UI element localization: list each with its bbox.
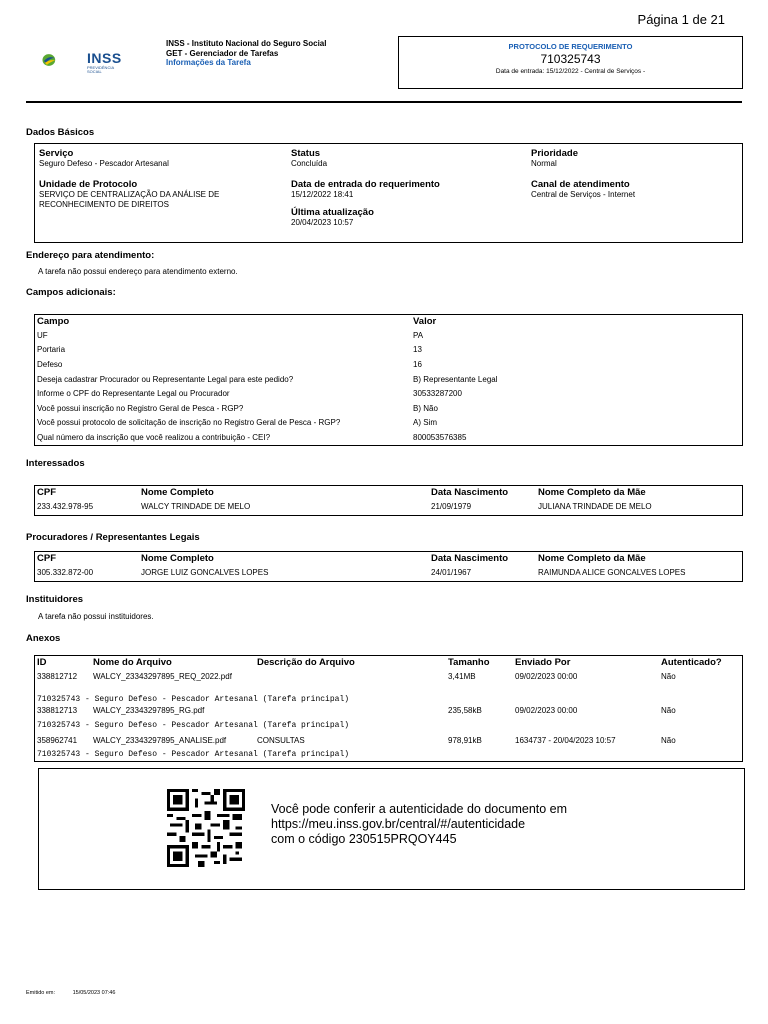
col-mae: Nome Completo da Mãe	[538, 553, 646, 564]
table-header-row	[35, 552, 742, 565]
file-link[interactable]: WALCY_23343297895_REQ_2022.pdf	[93, 671, 232, 681]
protocol-entry: Data de entrada: 15/12/2022 - Central de Serviços -	[495, 68, 646, 75]
canal-label: Canal de atendimento	[531, 179, 630, 190]
endereco-text: A tarefa não possui endereço para atendimento externo.	[38, 267, 238, 276]
valor-cell: A) Sim	[413, 418, 437, 428]
table-row	[35, 430, 742, 445]
servico-field	[39, 148, 279, 169]
col-valor: Valor	[413, 316, 437, 327]
valor-cell: B) Representante Legal	[413, 374, 498, 384]
instituidores-text: A tarefa não possui instituidores.	[38, 612, 154, 621]
procuradores-table-box	[34, 551, 743, 582]
verification-line1: Você pode conferir a autenticidade do documento em	[271, 802, 568, 816]
size-cell: 3,41MB	[448, 671, 476, 681]
unidade-field	[39, 179, 279, 210]
table-row	[35, 357, 742, 372]
sent-cell: 1634737 - 20/04/2023 10:57	[515, 735, 616, 745]
inss-logo-icon	[42, 46, 86, 74]
col-nascimento: Data Nascimento	[431, 553, 509, 564]
table-row	[35, 386, 742, 401]
footer	[26, 990, 115, 996]
table-row	[35, 565, 742, 580]
entrada-label: Data de entrada do requerimento	[291, 179, 440, 190]
table-row	[35, 669, 742, 684]
campo-cell: Você possui protocolo de solicitação de inscrição no Registro Geral de Pesca - RGP?	[37, 418, 341, 428]
status-field	[291, 148, 521, 169]
nascimento-cell: 21/09/1979	[431, 501, 472, 511]
verification-text	[271, 802, 567, 847]
unidade-value-line2: RECONHECIMENTO DE DIREITOS	[39, 200, 169, 209]
table-header-row	[35, 315, 742, 328]
col-nome: Nome Completo	[141, 553, 214, 564]
section-procuradores-heading: Procuradores / Representantes Legais	[26, 532, 200, 543]
table-row	[35, 343, 742, 358]
table-header-row	[35, 486, 742, 499]
table-row	[35, 704, 742, 719]
cpf-cell: 305.332.872-00	[37, 567, 94, 577]
col-nascimento: Data Nascimento	[431, 487, 509, 498]
anexos-table	[35, 656, 742, 762]
mae-cell: JULIANA TRINDADE DE MELO	[538, 501, 652, 511]
status-label: Status	[291, 148, 321, 159]
task-cell: 710325743 - Seguro Defeso - Pescador Artesanal (Tarefa principal)	[37, 694, 350, 704]
valor-cell: 800053576385	[413, 432, 467, 442]
task-cell: 710325743 - Seguro Defeso - Pescador Artesanal (Tarefa principal)	[37, 750, 350, 760]
section-interessados-heading: Interessados	[26, 458, 85, 469]
mae-cell: RAIMUNDA ALICE GONCALVES LOPES	[538, 567, 686, 577]
protocol-box	[398, 36, 743, 89]
sent-cell: 09/02/2023 00:00	[515, 706, 578, 716]
section-anexos-heading: Anexos	[26, 633, 61, 644]
valor-cell: PA	[413, 330, 424, 340]
interessados-table-box	[34, 485, 743, 516]
size-cell: 978,91kB	[448, 735, 482, 745]
table-header-row	[35, 656, 742, 669]
campo-cell: Informe o CPF do Representante Legal ou Procurador	[37, 389, 230, 399]
atualizacao-field	[291, 207, 521, 228]
table-row	[35, 328, 742, 343]
campo-cell: Portaria	[37, 345, 66, 355]
id-cell: 358962741	[37, 735, 78, 745]
col-nome-arquivo: Nome do Arquivo	[93, 657, 172, 668]
campos-table-box	[34, 314, 743, 446]
page-number: Página 1 de 21	[637, 12, 725, 27]
col-cpf: CPF	[37, 487, 56, 498]
col-autenticado: Autenticado?	[661, 657, 722, 668]
table-row	[35, 372, 742, 387]
campo-cell: Defeso	[37, 359, 63, 369]
org-header	[166, 39, 326, 68]
verification-code: com o código 230515PRQOY445	[271, 832, 457, 846]
col-nome: Nome Completo	[141, 487, 214, 498]
atualizacao-label: Última atualização	[291, 207, 374, 218]
col-tamanho: Tamanho	[448, 657, 490, 668]
file-link[interactable]: WALCY_23343297895_RG.pdf	[93, 706, 205, 716]
col-campo: Campo	[37, 316, 70, 327]
col-cpf: CPF	[37, 553, 56, 564]
prioridade-label: Prioridade	[531, 148, 578, 159]
canal-value: Central de Serviços - Internet	[531, 190, 636, 199]
task-row	[35, 684, 742, 704]
protocol-title: PROTOCOLO DE REQUERIMENTO	[508, 42, 633, 51]
logo-subtext: PREVIDÊNCIA SOCIAL	[87, 65, 114, 74]
valor-cell: 16	[413, 359, 422, 369]
task-cell: 710325743 - Seguro Defeso - Pescador Artesanal (Tarefa principal)	[37, 720, 350, 730]
cpf-cell: 233.432.978-95	[37, 501, 94, 511]
campo-cell: Deseja cadastrar Procurador ou Representante Legal para este pedido?	[37, 374, 294, 384]
id-cell: 338812712	[37, 671, 78, 681]
prioridade-field	[531, 148, 731, 169]
col-id: ID	[37, 657, 47, 668]
verification-url[interactable]: https://meu.inss.gov.br/central/#/autenticidade	[271, 817, 526, 831]
interessados-table	[35, 486, 742, 514]
qr-code-icon[interactable]	[165, 789, 247, 867]
section-campos-heading: Campos adicionais:	[26, 287, 116, 298]
campo-cell: Você possui inscrição no Registro Geral de Pesca - RGP?	[37, 403, 244, 413]
entrada-field	[291, 179, 521, 200]
task-row	[35, 718, 742, 733]
size-cell: 235,58kB	[448, 706, 482, 716]
campo-cell: UF	[37, 330, 48, 340]
prioridade-value: Normal	[531, 159, 557, 168]
unidade-label: Unidade de Protocolo	[39, 179, 138, 190]
task-row	[35, 747, 742, 762]
footer-label: Emitido em:	[26, 990, 56, 996]
table-row	[35, 401, 742, 416]
nome-cell: WALCY TRINDADE DE MELO	[141, 501, 251, 511]
auth-cell: Não	[661, 671, 676, 681]
campo-cell: Qual número da inscrição que você realizou a contribuição - CEI?	[37, 432, 271, 442]
auth-cell: Não	[661, 735, 676, 745]
id-cell: 338812713	[37, 706, 78, 716]
system-name: GET - Gerenciador de Tarefas	[166, 48, 279, 58]
col-enviado: Enviado Por	[515, 657, 571, 668]
org-name: INSS - Instituto Nacional do Seguro Social	[166, 39, 327, 48]
desc-cell: CONSULTAS	[257, 735, 305, 745]
col-mae: Nome Completo da Mãe	[538, 487, 646, 498]
servico-value: Seguro Defeso - Pescador Artesanal	[39, 159, 169, 168]
section-instituidores-heading: Instituidores	[26, 594, 84, 605]
footer-date: 15/05/2023 07:46	[72, 990, 116, 996]
anexos-table-box	[34, 655, 743, 762]
valor-cell: 13	[413, 345, 422, 355]
atualizacao-value: 20/04/2023 10:57	[291, 218, 354, 227]
nascimento-cell: 24/01/1967	[431, 567, 472, 577]
desc-cell	[255, 669, 446, 684]
protocol-number: 710325743	[540, 52, 601, 66]
basic-data-box	[34, 143, 743, 243]
section-basic-heading: Dados Básicos	[26, 127, 95, 138]
file-link[interactable]: WALCY_23343297895_ANALISE.pdf	[93, 735, 227, 745]
table-row	[35, 499, 742, 514]
table-row	[35, 733, 742, 748]
section-endereco-heading: Endereço para atendimento:	[26, 250, 155, 261]
status-value: Concluída	[291, 159, 328, 168]
valor-cell: 30533287200	[413, 389, 462, 399]
valor-cell: B) Não	[413, 403, 438, 413]
entrada-value: 15/12/2022 18:41	[291, 190, 354, 199]
procuradores-table	[35, 552, 742, 580]
header-divider	[26, 101, 742, 103]
canal-field	[531, 179, 731, 200]
desc-cell	[255, 704, 446, 719]
servico-label: Serviço	[39, 148, 74, 159]
table-row	[35, 416, 742, 431]
col-descricao: Descrição do Arquivo	[257, 657, 355, 668]
unidade-value-line1: SERVIÇO DE CENTRALIZAÇÃO DA ANÁLISE DE	[39, 190, 220, 199]
campos-table	[35, 315, 742, 445]
doc-subtitle: Informações da Tarefa	[166, 58, 251, 67]
logo-text: INSS	[87, 50, 122, 66]
auth-cell: Não	[661, 706, 676, 716]
nome-cell: JORGE LUIZ GONCALVES LOPES	[141, 567, 269, 577]
sent-cell: 09/02/2023 00:00	[515, 671, 578, 681]
